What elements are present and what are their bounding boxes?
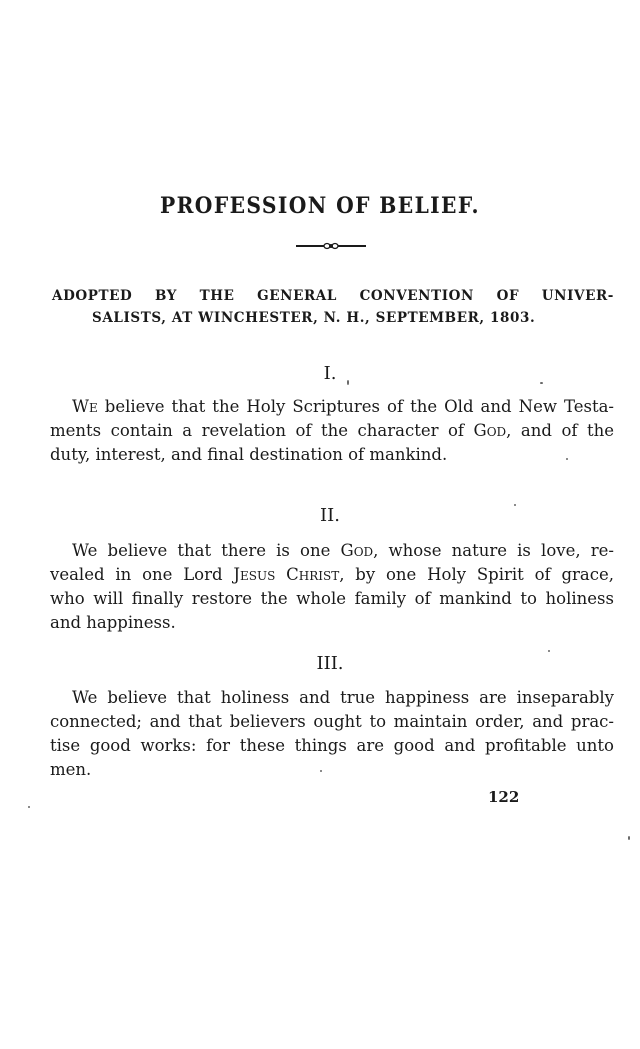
article-text bbox=[50, 539, 615, 635]
subtitle-line: SALISTS, AT WINCHESTER, N. H., SEPTEMBER, 1803. bbox=[92, 310, 536, 326]
text-line: ments contain a revelation of the character of God, and of the bbox=[50, 421, 615, 440]
scan-speck bbox=[514, 504, 516, 506]
text-line: We believe that there is one God, whose nature is love, re- bbox=[72, 541, 614, 560]
text-line: who will finally restore the whole family of mankind to holiness bbox=[50, 589, 614, 608]
article-numeral: II. bbox=[320, 505, 340, 526]
page-title: PROFESSION OF BELIEF. bbox=[160, 193, 480, 219]
text-line: men. bbox=[50, 760, 92, 779]
text-line: duty, interest, and final destination of mankind. bbox=[50, 445, 448, 464]
article-numeral: I. bbox=[323, 363, 337, 384]
article-text bbox=[50, 395, 615, 467]
subtitle-line: ADOPTED BY THE GENERAL CONVENTION OF UNIVER- bbox=[52, 288, 614, 304]
text-line: tise good works: for these things are good and profitable unto bbox=[50, 736, 614, 755]
scan-speck bbox=[347, 380, 349, 385]
text-line: We believe that holiness and true happiness are inseparably bbox=[72, 688, 614, 707]
text-line: and happiness. bbox=[50, 613, 176, 632]
article-numeral: III. bbox=[316, 653, 344, 674]
scan-speck bbox=[28, 806, 30, 808]
text-line: connected; and that believers ought to maintain order, and prac- bbox=[50, 712, 614, 731]
scan-speck bbox=[548, 650, 550, 652]
text-line: vealed in one Lord Jesus Christ, by one Holy Spirit of grace, bbox=[50, 565, 615, 584]
scan-speck bbox=[540, 382, 543, 384]
scan-speck bbox=[566, 458, 568, 460]
scan-speck bbox=[320, 770, 322, 772]
scan-speck bbox=[628, 836, 630, 840]
ornament-divider bbox=[296, 240, 366, 252]
page-number: 122 bbox=[488, 788, 520, 806]
subtitle bbox=[52, 285, 614, 329]
article-text bbox=[50, 686, 614, 782]
text-line: We believe that the Holy Scriptures of the Old and New Testa- bbox=[72, 397, 614, 416]
